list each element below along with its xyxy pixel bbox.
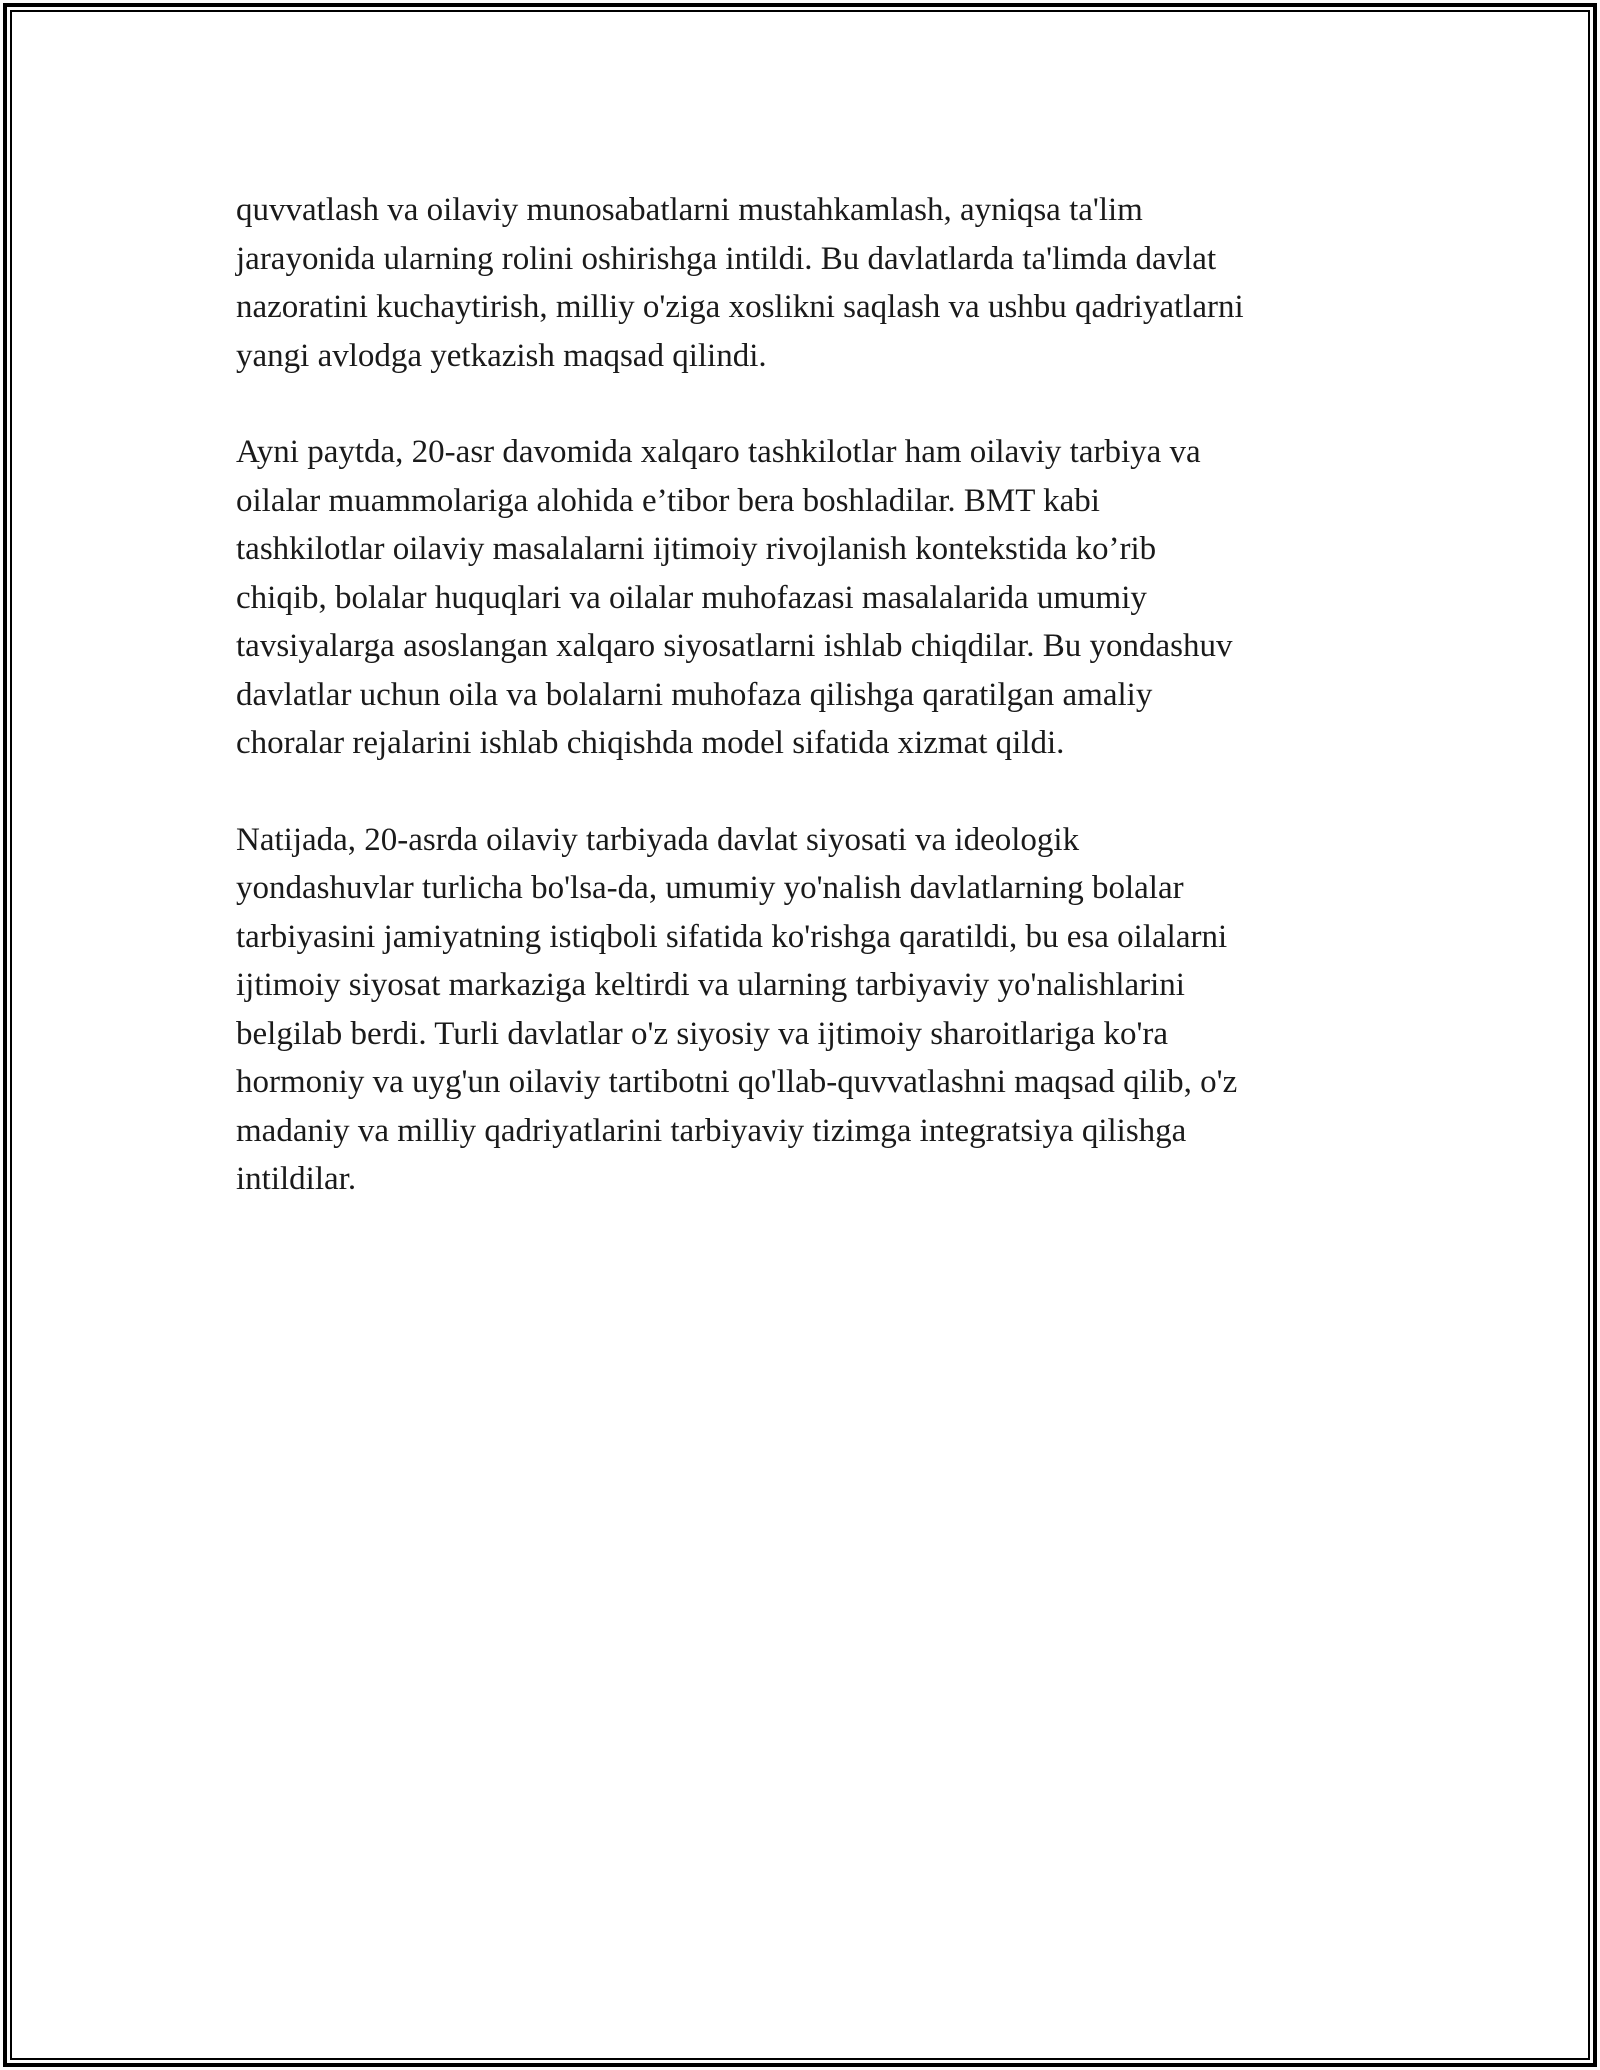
- text-line: ijtimoiy siyosat markaziga keltirdi va ularning tarbiyaviy yo'nalishlarini: [236, 967, 1185, 1003]
- text-line: chiqib, bolalar huquqlari va oilalar muhofazasi masalalarida umumiy: [236, 579, 1147, 616]
- text-line: nazoratini kuchaytirish, milliy o'ziga xoslikni saqlash va ushbu qadriyatlarni: [236, 289, 1244, 325]
- text-line: tarbiyasini jamiyatning istiqboli sifatida ko'rishga qaratildi, bu esa oilalarni: [236, 918, 1228, 955]
- document-body: [236, 186, 1366, 1252]
- paragraph-2: [236, 428, 1366, 768]
- text-line: quvvatlash va oilaviy munosabatlarni mustahkamlash, ayniqsa ta'lim: [236, 192, 1143, 228]
- text-line: tavsiyalarga asoslangan xalqaro siyosatlarni ishlab chiqdilar. Bu yondashuv: [236, 628, 1233, 664]
- text-line: madaniy va milliy qadriyatlarini tarbiyaviy tizimga integratsiya qilishga: [236, 1112, 1187, 1149]
- text-line: yondashuvlar turlicha bo'lsa-da, umumiy yo'nalish davlatlarning bolalar: [236, 870, 1184, 906]
- text-line: jarayonida ularning rolini oshirishga intildi. Bu davlatlarda ta'limda davlat: [236, 240, 1217, 277]
- text-line: yangi avlodga yetkazish maqsad qilindi.: [236, 337, 767, 374]
- text-line: choralar rejalarini ishlab chiqishda model sifatida xizmat qildi.: [236, 725, 1065, 761]
- text-line: Natijada, 20-asrda oilaviy tarbiyada davlat siyosati va ideologik: [236, 821, 1080, 858]
- text-line: Ayni paytda, 20-asr davomida xalqaro tashkilotlar ham oilaviy tarbiya va: [236, 434, 1201, 470]
- text-line: hormoniy va uyg'un oilaviy tartibotni qo'llab-quvvatlashni maqsad qilib, o'z: [236, 1064, 1238, 1100]
- text-line: tashkilotlar oilaviy masalalarni ijtimoiy rivojlanish kontekstida ko’rib: [236, 531, 1157, 567]
- text-line: davlatlar uchun oila va bolalarni muhofaza qilishga qaratilgan amaliy: [236, 676, 1153, 713]
- text-line: belgilab berdi. Turli davlatlar o'z siyosiy va ijtimoiy sharoitlariga ko'ra: [236, 1015, 1169, 1052]
- paragraph-1: [236, 186, 1366, 380]
- text-line: intildilar.: [236, 1161, 357, 1197]
- text-line: oilalar muammolariga alohida e’tibor bera boshladilar. BMT kabi: [236, 482, 1100, 519]
- paragraph-3: [236, 816, 1366, 1204]
